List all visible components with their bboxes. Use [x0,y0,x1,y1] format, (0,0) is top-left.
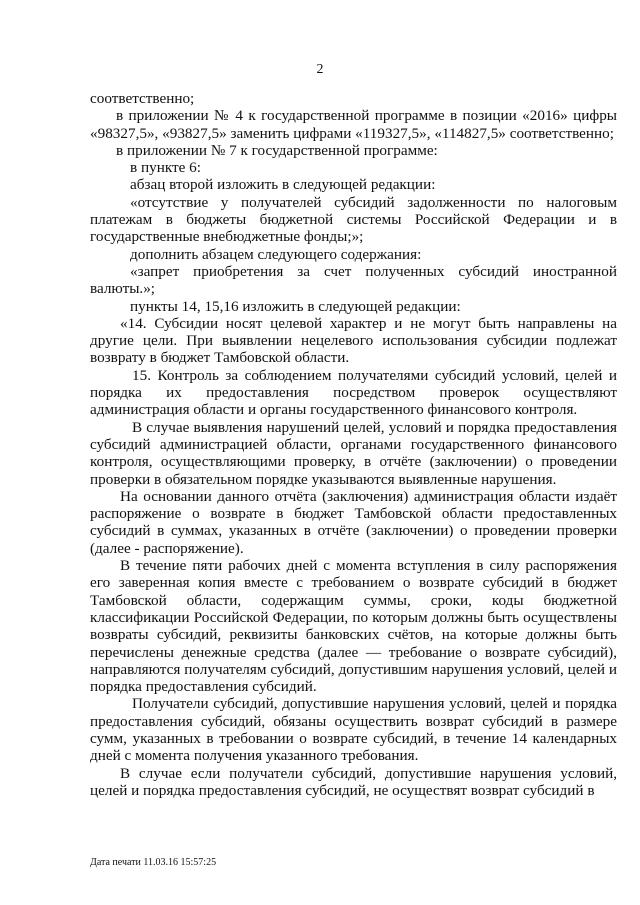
paragraph: На основании данного отчёта (заключения) администрация области издаёт распоряжение о возврате в бюджет Тамбовской области предоставленных субсидий в суммах, указанных в отчёте (заключении) о проведении проверки (далее - распоряжение). [90,487,617,557]
paragraph: в приложении № 4 к государственной программе в позиции «2016» цифры «98327,5», «93827,5» заменить цифрами «119327,5», «114827,5» соответственно; [90,107,617,142]
paragraph: дополнить абзацем следующего содержания: [130,245,422,263]
paragraph: абзац второй изложить в следующей редакции: [130,176,436,194]
paragraph: Получатели субсидий, допустившие нарушения условий, целей и порядка предоставления субсидий, обязаны осуществить возврат субсидий в размере сумм, указанных в требовании о возврате субсидий, в течение 14 календарных дней с момента получения указанного требования. [90,695,617,765]
paragraph: «отсутствие у получателей субсидий задолженности по налоговым платежам в бюджеты бюджетной системы Российской Федерации и в государственные внебюджетные фонды;»; [90,193,617,246]
page-number: 2 [316,62,324,77]
paragraph: «14. Субсидии носят целевой характер и не могут быть направлены на другие цели. При выявлении нецелевого использования субсидии подлежат возврату в бюджет Тамбовской области. [90,314,617,367]
paragraph: соответственно; [90,90,195,107]
paragraph: в пункте 6: [130,159,201,177]
paragraph: 15. Контроль за соблюдением получателями субсидий условий, целей и порядка их предоставления посредством проверок осуществляют администрация области и органы государственного финансового контроля. [90,366,617,419]
paragraph: «запрет приобретения за счет полученных субсидий иностранной валюты.»; [90,262,617,298]
document-body [90,90,617,799]
paragraph: пункты 14, 15,16 изложить в следующей редакции: [130,297,461,315]
paragraph: В течение пяти рабочих дней с момента вступления в силу распоряжения его заверенная копия вместе с требованием о возврате субсидий в бюджет Тамбовской области, содержащим суммы, сроки, коды бюджетной классификации Российской Федерации, по которым должны быть осуществлены возвраты субсидий, реквизиты банковских счётов, на которые должны быть перечислены денежные средства (далее — требование о возврате субсидий), направляются получателям субсидий, допустившим нарушения условий, целей и порядка предоставления субсидий. [90,557,617,696]
paragraph: В случае выявления нарушений целей, условий и порядка предоставления субсидий администрацией области, органами государственного финансового контроля, осуществляющими проверку, в отчёте (заключении) о проведении проверки в обязательном порядке указываются выявленные нарушения. [90,418,617,488]
paragraph: В случае если получатели субсидий, допустившие нарушения условий, целей и порядка предоставления субсидий, не осуществят возврат субсидий в [90,764,617,799]
paragraph: в приложении № 7 к государственной программе: [116,141,438,159]
print-date-footer: Дата печати 11.03.16 15:57:25 [90,857,217,868]
